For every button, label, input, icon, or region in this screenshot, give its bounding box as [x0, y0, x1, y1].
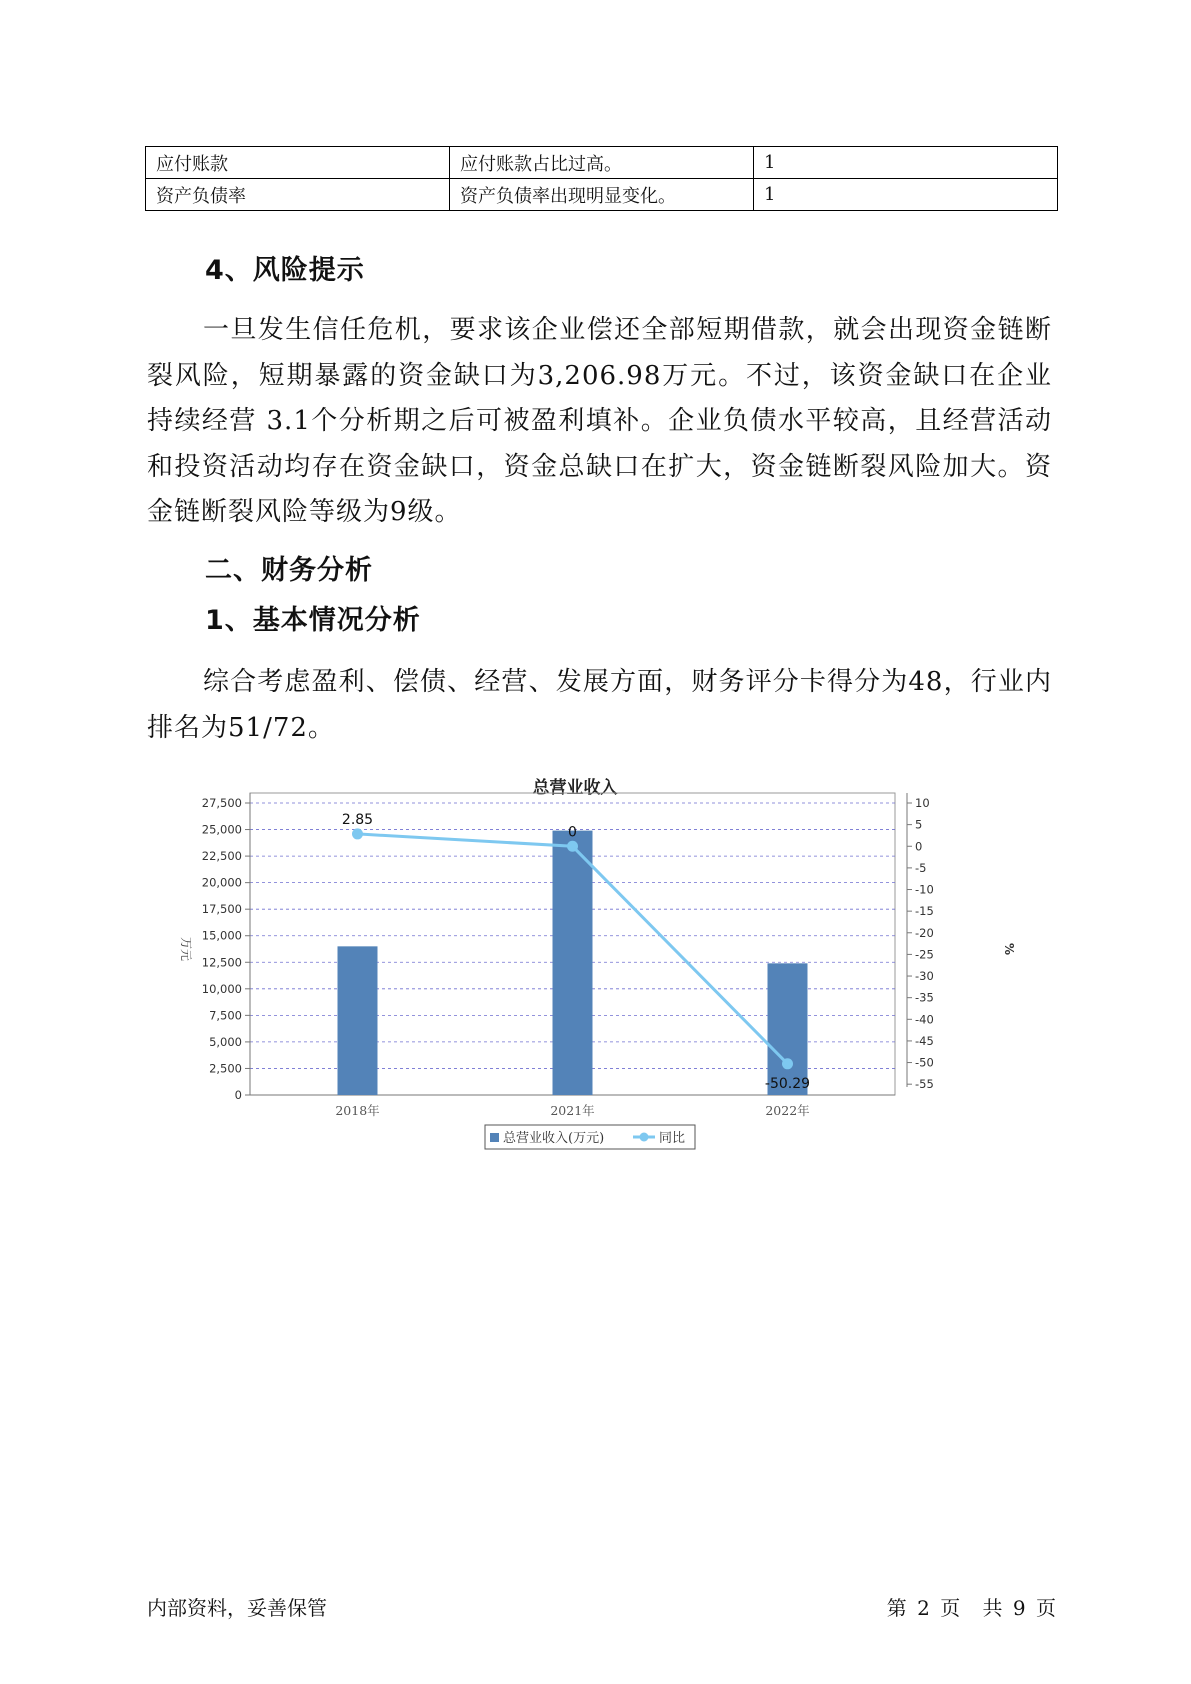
legend-bar-swatch [490, 1133, 499, 1142]
left-tick-label: 12,500 [201, 955, 242, 970]
right-tick-label: 0 [915, 839, 923, 854]
left-tick-label: 2,500 [209, 1061, 242, 1076]
finance-heading: 二、财务分析 [205, 555, 373, 586]
legend-bar-label: 总营业收入(万元) [503, 1131, 605, 1146]
page-prefix: 第 [886, 1596, 907, 1620]
revenue-bar [338, 946, 378, 1095]
right-tick-label: -10 [915, 882, 934, 897]
table-cell-description: 资产负债率出现明显变化。 [450, 179, 754, 211]
revenue-bar [553, 831, 593, 1095]
left-tick-label: 20,000 [201, 875, 242, 890]
left-tick-label: 0 [234, 1088, 242, 1102]
right-axis-label: % [1002, 942, 1016, 956]
right-tick-label: -45 [915, 1033, 934, 1048]
footer-page-info [885, 1592, 1058, 1621]
revenue-chart [170, 775, 1030, 1235]
table-row [146, 147, 1058, 179]
right-tick-label: -50 [915, 1055, 934, 1070]
right-tick-label: -35 [915, 990, 934, 1005]
table-row [146, 179, 1058, 211]
x-tick-label: 2018年 [335, 1103, 380, 1118]
left-tick-label: 5,000 [209, 1034, 242, 1049]
table-cell-item: 资产负债率 [146, 179, 450, 211]
right-tick-label: -15 [915, 904, 934, 919]
revenue-chart-svg [170, 775, 1030, 1235]
right-tick-label: 10 [915, 796, 930, 810]
total-unit: 页 [1036, 1596, 1056, 1620]
total-pages: 9 [1012, 1596, 1026, 1620]
left-tick-label: 7,500 [209, 1008, 242, 1023]
x-tick-label: 2022年 [765, 1103, 810, 1118]
table-cell-value: 1 [754, 147, 1058, 179]
right-tick-label: -40 [915, 1012, 934, 1027]
table-cell-item: 应付账款 [146, 147, 450, 179]
left-tick-label: 27,500 [201, 796, 242, 810]
table-cell-description: 应付账款占比过高。 [450, 147, 754, 179]
yoy-data-label: -50.29 [764, 1075, 811, 1092]
left-tick-label: 17,500 [201, 902, 242, 917]
table-cell-value: 1 [754, 179, 1058, 211]
yoy-point [352, 828, 363, 839]
page-number: 2 [917, 1596, 930, 1620]
left-tick-label: 15,000 [201, 928, 242, 943]
yoy-point [567, 841, 578, 852]
chart-title: 总营业收入 [532, 778, 618, 798]
footer-confidential: 内部资料，妥善保管 [147, 1596, 327, 1620]
total-prefix: 共 [982, 1596, 1003, 1620]
right-tick-label: -20 [915, 925, 934, 940]
yoy-data-label: 2.85 [341, 811, 374, 828]
indicator-table [145, 146, 1058, 211]
risk-heading: 4、风险提示 [205, 255, 365, 286]
legend-line-marker [640, 1133, 649, 1142]
right-tick-label: -30 [915, 969, 934, 984]
left-axis-label: 万元 [179, 936, 193, 962]
right-tick-label: -25 [915, 947, 934, 962]
legend-line-label: 同比 [659, 1131, 686, 1146]
right-tick-label: -5 [915, 860, 927, 875]
basic-analysis-paragraph: 综合考虑盈利、偿债、经营、发展方面，财务评分卡得分为48，行业内排名为51/72。 [147, 667, 1052, 743]
page-unit: 页 [940, 1596, 961, 1620]
left-tick-label: 25,000 [201, 822, 242, 837]
left-tick-label: 22,500 [201, 849, 242, 864]
risk-paragraph: 一旦发生信任危机，要求该企业偿还全部短期借款，就会出现资金链断裂风险，短期暴露的资金缺口为3,206.98万元。不过，该资金缺口在企业持续经营 3.1个分析期之后可被盈利填补。企业负债水平较高，且经营活动和投资活动均存在资金缺口，资金总缺口在扩大，资金链断裂风险加大。资金链断裂风险等级为9级。 [147, 315, 1052, 527]
left-tick-label: 10,000 [201, 981, 242, 996]
right-tick-label: 5 [915, 817, 923, 832]
right-tick-label: -55 [915, 1077, 934, 1092]
x-tick-label: 2021年 [550, 1103, 595, 1118]
yoy-data-label: 0 [568, 824, 577, 841]
basic-analysis-heading: 1、基本情况分析 [205, 605, 421, 636]
yoy-point [782, 1058, 793, 1069]
